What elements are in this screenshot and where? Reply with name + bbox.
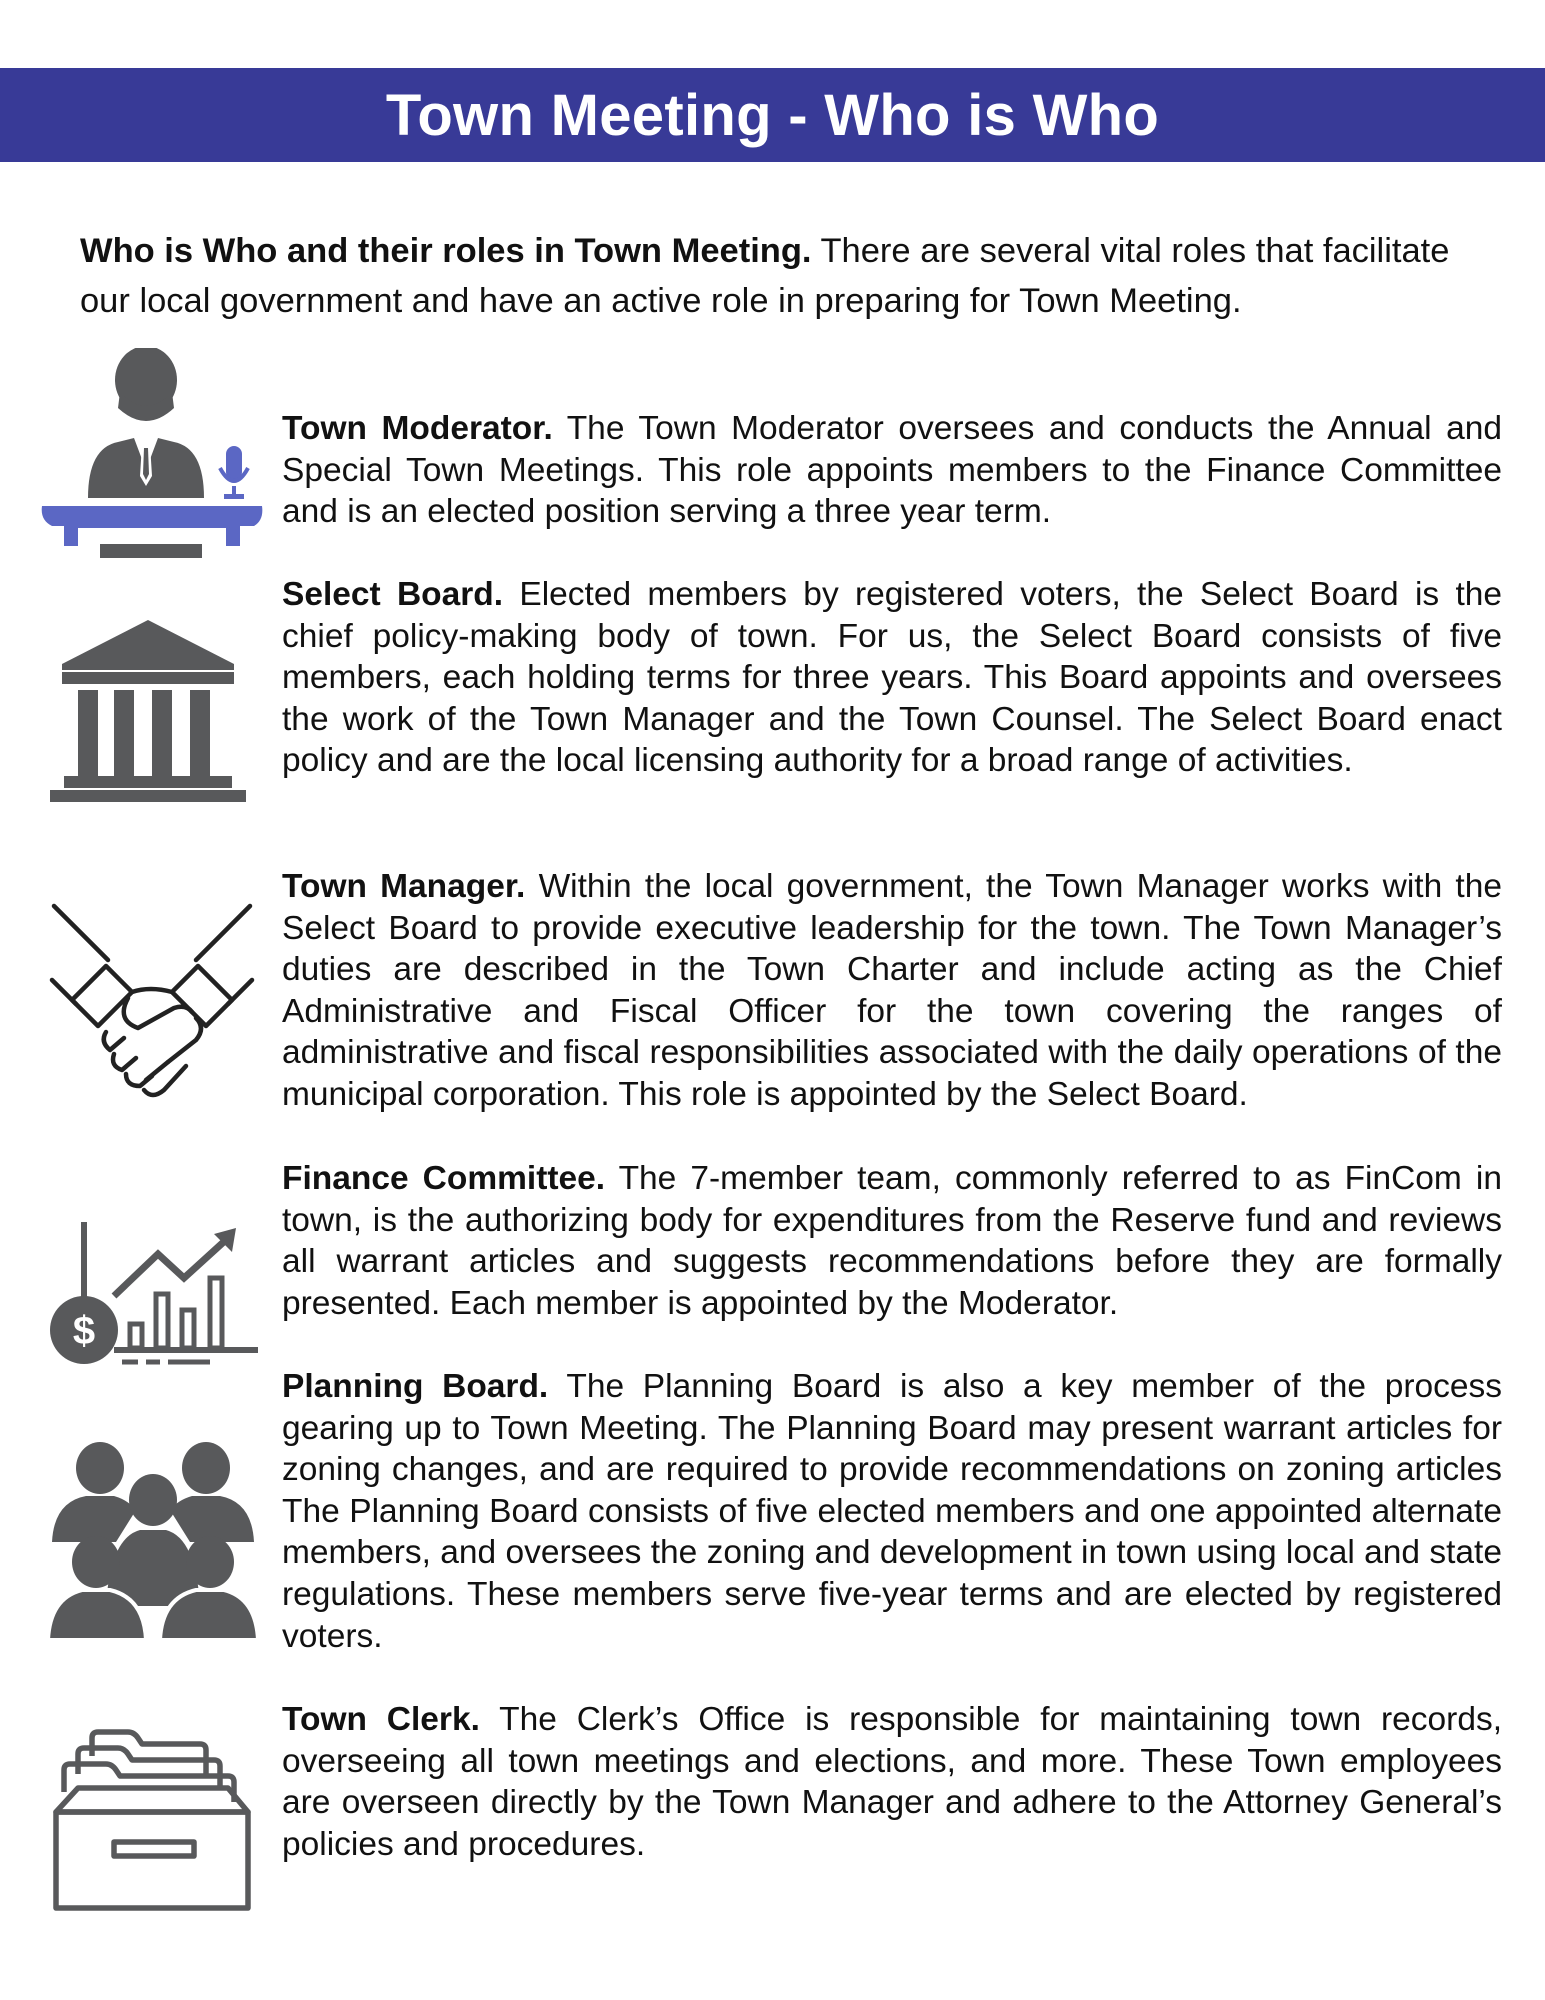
role-description: Elected members by registered voters, the Select Board is the chief policy-making body of town. For us, the Select Board consists of five members, each holding terms for three years. This Board appoints and oversees the work of the Town Manager and the Town Counsel. The Select Board enact policy and are the local licensing authority for a broad range of activities. (282, 576, 1503, 780)
role-finance-committee (282, 1158, 1502, 1324)
role-title: Town Clerk. (282, 1701, 480, 1738)
role-town-clerk (282, 1699, 1502, 1865)
role-title: Town Moderator. (282, 410, 553, 447)
role-title: Finance Committee. (282, 1160, 606, 1197)
intro-paragraph (80, 226, 1500, 326)
handshake-icon (46, 900, 258, 1100)
intro-lead: Who is Who and their roles in Town Meeting. (80, 232, 812, 270)
role-description: The 7-member team, commonly referred to as FinCom in town, is the authorizing body for expenditures from the Reserve fund and reviews all warrant articles and suggests recommendations before they are formally presented. Each member is appointed by the Moderator. (282, 1160, 1502, 1322)
role-description: The Clerk’s Office is responsible for maintaining town records, overseeing all town meetings and elections, and more. These Town employees are overseen directly by the Town Manager and adhere to the Attorney General’s policies and procedures. (282, 1701, 1503, 1863)
role-title: Town Manager. (282, 868, 526, 905)
role-description: Within the local government, the Town Manager works with the Select Board to provide executive leadership for the town. The Town Manager’s duties are described in the Town Charter and include acting as the Chief Administrative and Fiscal Officer for the town covering the ranges of administrative and fiscal responsibilities associated with the daily operations of the municipal corporation. This role is appointed by the Select Board. (282, 868, 1502, 1113)
role-title: Select Board. (282, 576, 504, 613)
role-title: Planning Board. (282, 1368, 549, 1405)
page-title: Town Meeting - Who is Who (385, 82, 1160, 148)
people-group-icon (48, 1440, 258, 1640)
role-select-board (282, 574, 1502, 782)
role-planning-board (282, 1366, 1502, 1657)
role-town-moderator (282, 408, 1502, 533)
role-description: The Town Moderator oversees and conducts the Annual and Special Town Meetings. This role appoints members to the Finance Committee and is an elected position serving a three year term. (282, 410, 1503, 531)
role-description: The Planning Board is also a key member of the process gearing up to Town Meeting. The Planning Board may present warrant articles for zoning changes, and are required to provide recommendations on zoning articles The Planning Board consists of five elected members and one appointed alternate members, and oversees the zoning and development in town using local and state regulations. These members serve five-year terms and are elected by registered voters. (282, 1368, 1502, 1655)
dollar-symbol: $ (72, 1309, 96, 1353)
town-hall-icon (48, 620, 248, 810)
finance-chart-icon (48, 1218, 258, 1374)
role-town-manager (282, 866, 1502, 1116)
file-drawer-icon (52, 1728, 252, 1912)
title-banner (0, 68, 1545, 162)
podium-speaker-icon (40, 348, 270, 562)
intro-text: There are several vital roles that facilitate our local government and have an active role in preparing for Town Meeting. (80, 232, 1450, 320)
